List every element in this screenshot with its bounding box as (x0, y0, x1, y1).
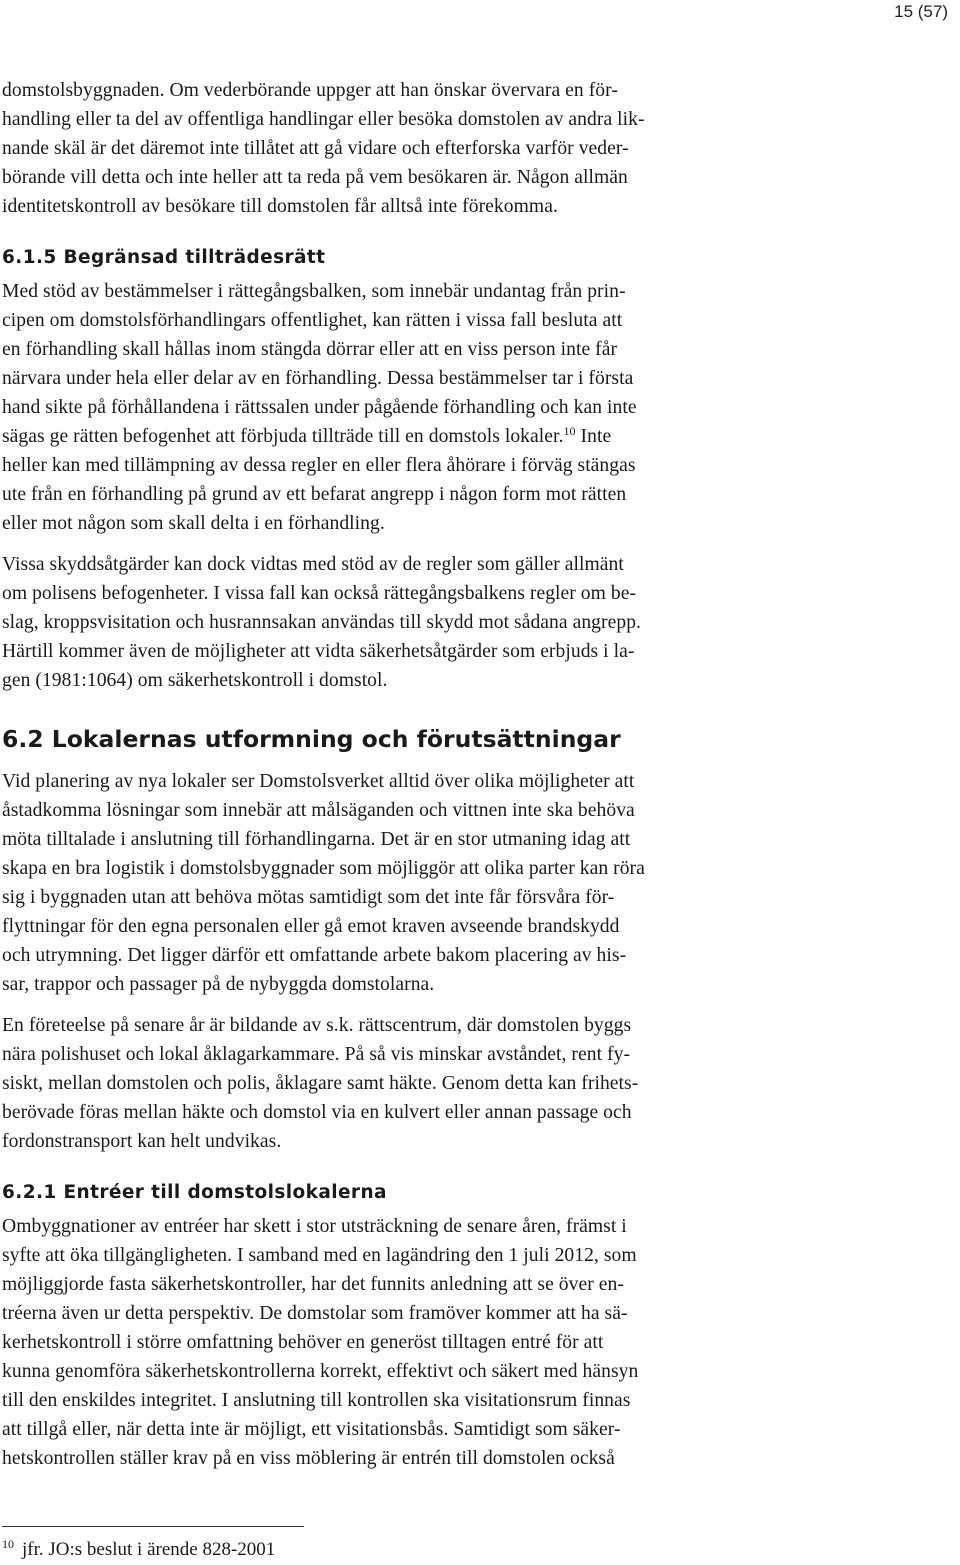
footnote-text: jfr. JO:s beslut i ärende 828-2001 (22, 1539, 276, 1560)
paragraph-protective-measures: Vissa skyddsåtgärder kan dock vidtas med stöd av de regler som gäller allmänt om polisens befogenheter. I vissa fall kan också rättegångsbalkens regler om be- slag, kroppsvisitation och husrannsakan användas till skydd mot sådana angrepp. Härtill kommer även de möjligheter att vidta säkerhetsåtgärder som erbjuds i la- gen (1981:1064) om säkerhetskontroll i domstol. (2, 554, 641, 691)
heading-6-2-1: 6.2.1 Entréer till domstolslokalerna (2, 1182, 387, 1203)
paragraph-planning: Vid planering av nya lokaler ser Domstolsverket alltid över olika möjligheter att åstadkomma lösningar som innebär att målsäganden och vittnen inte ska behöva möta tilltalade i anslutning till förhandlingarna. Det är en stor utmaning idag att skapa en bra logistik i domstolsbyggnader som möjliggör att olika parter kan röra sig i byggnaden utan att behöva mötas samtidigt som det inte får försvåra för- flyttningar för den egna personalen eller gå emot kraven avseende brandskydd och utrymning. Det ligger därför ett omfattande arbete bakom placering av his- sar, trappor och passager på de nybyggda domstolarna. (2, 771, 645, 995)
footnote (2, 1538, 275, 1562)
footnote-divider (2, 1526, 304, 1527)
document-body (2, 76, 802, 1485)
page-number: 15 (57) (894, 2, 948, 21)
paragraph-entrances: Ombyggnationer av entréer har skett i stor utsträckning de senare åren, främst i syfte att öka tillgängligheten. I samband med en lagändring den 1 juli 2012, som möjliggjorde fasta säkerhetskontroller, har det funnits anledning att se över en- tréerna även ur detta perspektiv. De domstolar som framöver kommer att ha sä- kerhetskontroll i större omfattning behöver en generöst tilltagen entré för att kunna genomföra säkerhetskontrollerna korrekt, effektivt och säkert med hänsyn till den enskildes integritet. I anslutning till kontrollen ska visitationsrum finnas att tillgå eller, när detta inte är möjligt, ett visitationsbås. Samtidigt som säker- hetskontrollen ställer krav på en viss möblering är entrén till domstolen också (2, 1216, 639, 1469)
heading-6-2: 6.2 Lokalernas utformning och förutsättningar (2, 725, 621, 753)
paragraph-text-before-ref: Med stöd av bestämmelser i rättegångsbalken, som innebär undantag från prin- cipen om domstolsförhandlingars offentlighet, kan rätten i vissa fall besluta att en förhandling skall hållas inom stängda dörrar eller att en viss person inte får närvara under hela eller delar av en förhandling. Dessa bestämmelser tar i första hand sikte på förhållandena i rättssalen under pågående förhandling och kan inte sägas ge rätten befogenhet att förbjuda tillträde till en domstols lokaler. (2, 281, 637, 447)
footnote-number: 10 (2, 1537, 14, 1551)
paragraph-legal-centre: En företeelse på senare år är bildande av s.k. rättscentrum, där domstolen byggs nära polishuset och lokal åklagarkammare. På så vis minskar avståndet, rent fy- siskt, mellan domstolen och polis, åklagare samt häkte. Genom detta kan frihets- berövade föras mellan häkte och domstol via en kulvert eller annan passage och fordonstransport kan helt undvikas. (2, 1015, 639, 1152)
footnote-reference[interactable]: 10 (563, 424, 576, 438)
heading-6-1-5: 6.1.5 Begränsad tillträdesrätt (2, 247, 326, 268)
paragraph-text-after-ref: Inte heller kan med tillämpning av dessa regler en eller flera åhörare i förväg stängas ute från en förhandling på grund av ett befarat angrepp i någon form mot rätten eller mot någon som skall delta i en förhandling. (2, 426, 636, 534)
paragraph-access-restriction (2, 277, 802, 538)
paragraph-intro: domstolsbyggnaden. Om vederbörande uppger att han önskar övervara en för- handling eller ta del av offentliga handlingar eller besöka domstolen av andra lik- nande skäl är det däremot inte tillåtet att gå vidare och efterforska varför veder- börande vill detta och inte heller att ta reda på vem besökaren är. Någon allmän identitetskontroll av besökare till domstolen får alltså inte förekomma. (2, 80, 645, 217)
